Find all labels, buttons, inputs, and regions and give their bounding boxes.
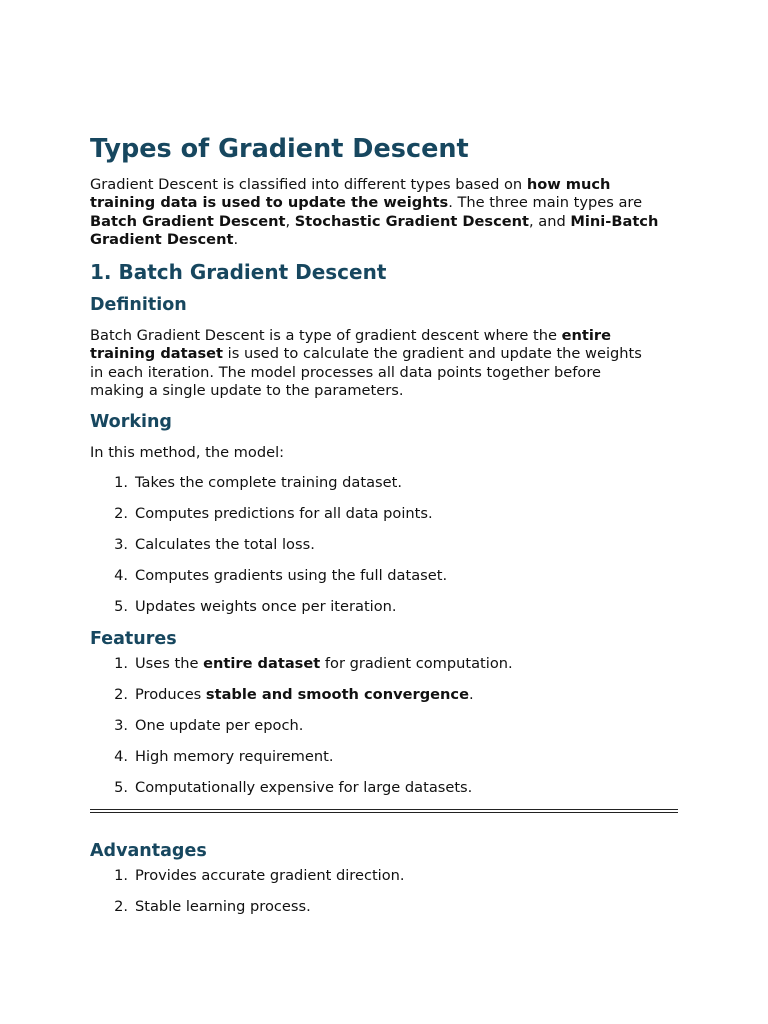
definition-line: [90, 345, 682, 363]
section-heading-batch: 1. Batch Gradient Descent: [90, 260, 387, 284]
intro-bold: Gradient Descent: [90, 230, 234, 248]
subheading-definition: Definition: [90, 295, 187, 315]
feature-text: for gradient computation.: [320, 655, 513, 672]
definition-bold: training dataset: [90, 345, 224, 363]
list-number: 1.: [114, 474, 128, 491]
horizontal-divider: [90, 809, 678, 813]
feature-bold: entire dataset: [203, 655, 321, 672]
definition-bold: entire: [561, 327, 611, 344]
intro-line: [90, 194, 682, 212]
intro-line: [90, 231, 682, 249]
list-text: High memory requirement.: [135, 748, 334, 765]
list-text: Computationally expensive for large datasets.: [135, 779, 473, 796]
intro-text: .: [233, 230, 239, 248]
list-number: 4.: [114, 567, 128, 584]
list-number: 2.: [114, 505, 128, 522]
list-number: 5.: [114, 598, 128, 615]
intro-text: ,: [285, 212, 295, 230]
page-title: Types of Gradient Descent: [90, 134, 469, 164]
list-number: 2.: [114, 898, 128, 915]
list-number: 1.: [114, 655, 128, 672]
list-number: 4.: [114, 748, 128, 765]
definition-line: in each iteration. The model processes all data points together before: [90, 363, 601, 381]
list-text: Calculates the total loss.: [135, 536, 315, 553]
list-text: Updates weights once per iteration.: [135, 598, 397, 615]
list-text: Computes gradients using the full dataset.: [135, 567, 448, 584]
definition-text: Batch Gradient Descent is a type of gradient descent where the: [90, 327, 562, 344]
definition-line: making a single update to the parameters.: [90, 381, 404, 399]
intro-paragraph: [90, 176, 682, 249]
subheading-working: Working: [90, 412, 172, 432]
definition-paragraph: [90, 327, 682, 400]
list-number: 3.: [114, 717, 128, 734]
intro-line: [90, 213, 682, 231]
list-number: 5.: [114, 779, 128, 796]
list-text: Takes the complete training dataset.: [135, 474, 402, 491]
list-text: [135, 654, 513, 674]
list-text: One update per epoch.: [135, 717, 304, 734]
intro-text: Gradient Descent is classified into different types based on: [90, 176, 527, 193]
intro-text: . The three main types are: [448, 194, 643, 212]
feature-text: .: [468, 686, 474, 703]
definition-line: [90, 327, 682, 345]
list-text: Stable learning process.: [135, 898, 311, 915]
intro-bold: training data is used to update the weights: [90, 194, 449, 212]
intro-bold: Mini-Batch: [570, 212, 659, 230]
feature-text: Produces: [135, 686, 206, 703]
list-text: [135, 685, 474, 705]
subheading-features: Features: [90, 629, 177, 649]
list-text: Computes predictions for all data points.: [135, 505, 433, 522]
intro-bold: Stochastic Gradient Descent: [294, 212, 530, 230]
list-number: 1.: [114, 867, 128, 884]
subheading-advantages: Advantages: [90, 841, 207, 861]
working-lead: In this method, the model:: [90, 444, 285, 461]
intro-bold: Batch Gradient Descent: [90, 212, 286, 230]
list-text: Provides accurate gradient direction.: [135, 867, 405, 884]
intro-text: , and: [529, 212, 571, 230]
feature-text: Uses the: [135, 655, 204, 672]
definition-text: is used to calculate the gradient and update the weights: [223, 345, 642, 363]
intro-line: [90, 176, 682, 194]
feature-bold: stable and smooth convergence: [205, 686, 469, 703]
intro-bold: how much: [526, 176, 611, 193]
list-number: 3.: [114, 536, 128, 553]
list-number: 2.: [114, 686, 128, 703]
